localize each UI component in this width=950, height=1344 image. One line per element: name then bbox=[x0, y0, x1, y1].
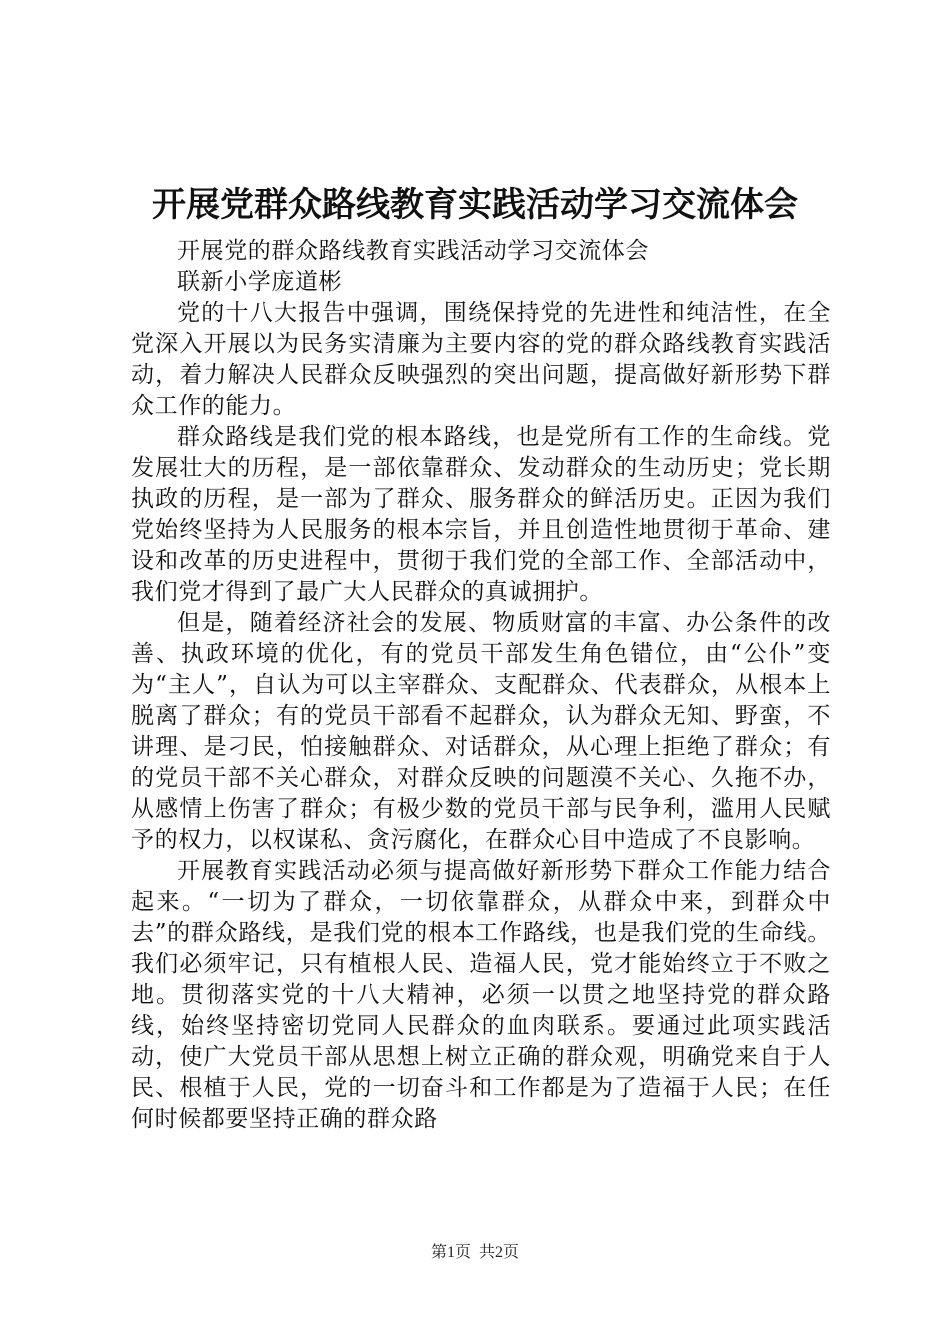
subtitle-line: 开展党的群众路线教育实践活动学习交流体会 bbox=[177, 238, 649, 264]
page-number: 第1页 bbox=[430, 1244, 471, 1261]
paragraph-3: 但是，随着经济社会的发展、物质财富的丰富、办公条件的改善、执政环境的优化，有的党员干部发生角色错位，由“公仆”变为“主人”，自认为可以主宰群众、支配群众、代表群众，从根本上脱离了群众；有的党员干部看不起群众，认为群众无知、野蛮，不讲理、是刁民，怕接触群众、对话群众，从心理上拒绝了群众；有的党员干部不关心群众，对群众反映的问题漠不关心、久拖不办，从感情上伤害了群众；有极少数的党员干部与民争利，滥用人民赋予的权力，以权谋私、贪污腐化，在群众心目中造成了不良影响。 bbox=[131, 610, 831, 853]
page-footer bbox=[0, 1243, 950, 1263]
page-total: 共2页 bbox=[479, 1244, 520, 1261]
paragraph-1: 党的十八大报告中强调，围绕保持党的先进性和纯洁性，在全党深入开展以为民务实清廉为主要内容的党的群众路线教育实践活动，着力解决人民群众反映强烈的突出问题，提高做好新形势下群众工作的能力。 bbox=[131, 300, 831, 419]
author-line: 联新小学庞道彬 bbox=[177, 269, 343, 295]
paragraph-4: 开展教育实践活动必须与提高做好新形势下群众工作能力结合起来。“一切为了群众，一切依靠群众，从群众中来，到群众中去”的群众路线，是我们党的根本工作路线，也是我们党的生命线。我们必须牢记，只有植根人民、造福人民，党才能始终立于不败之地。贯彻落实党的十八大精神，必须一以贯之地坚持党的群众路线，始终坚持密切党同人民群众的血肉联系。要通过此项实践活动，使广大党员干部从思想上树立正确的群众观，明确党来自于人民、根植于人民，党的一切奋斗和工作都是为了造福于人民；在任何时候都要坚持正确的群众路 bbox=[131, 858, 831, 1132]
paragraph-2: 群众路线是我们党的根本路线，也是党所有工作的生命线。党发展壮大的历程，是一部依靠群众、发动群众的生动历史；党长期执政的历程，是一部为了群众、服务群众的鲜活历史。正因为我们党始终坚持为人民服务的根本宗旨，并且创造性地贯彻于革命、建设和改革的历史进程中，贯彻于我们党的全部工作、全部活动中，我们党才得到了最广大人民群众的真诚拥护。 bbox=[131, 424, 831, 605]
page-title: 开展党群众路线教育实践活动学习交流体会 bbox=[152, 185, 798, 225]
document-body bbox=[131, 236, 831, 1135]
